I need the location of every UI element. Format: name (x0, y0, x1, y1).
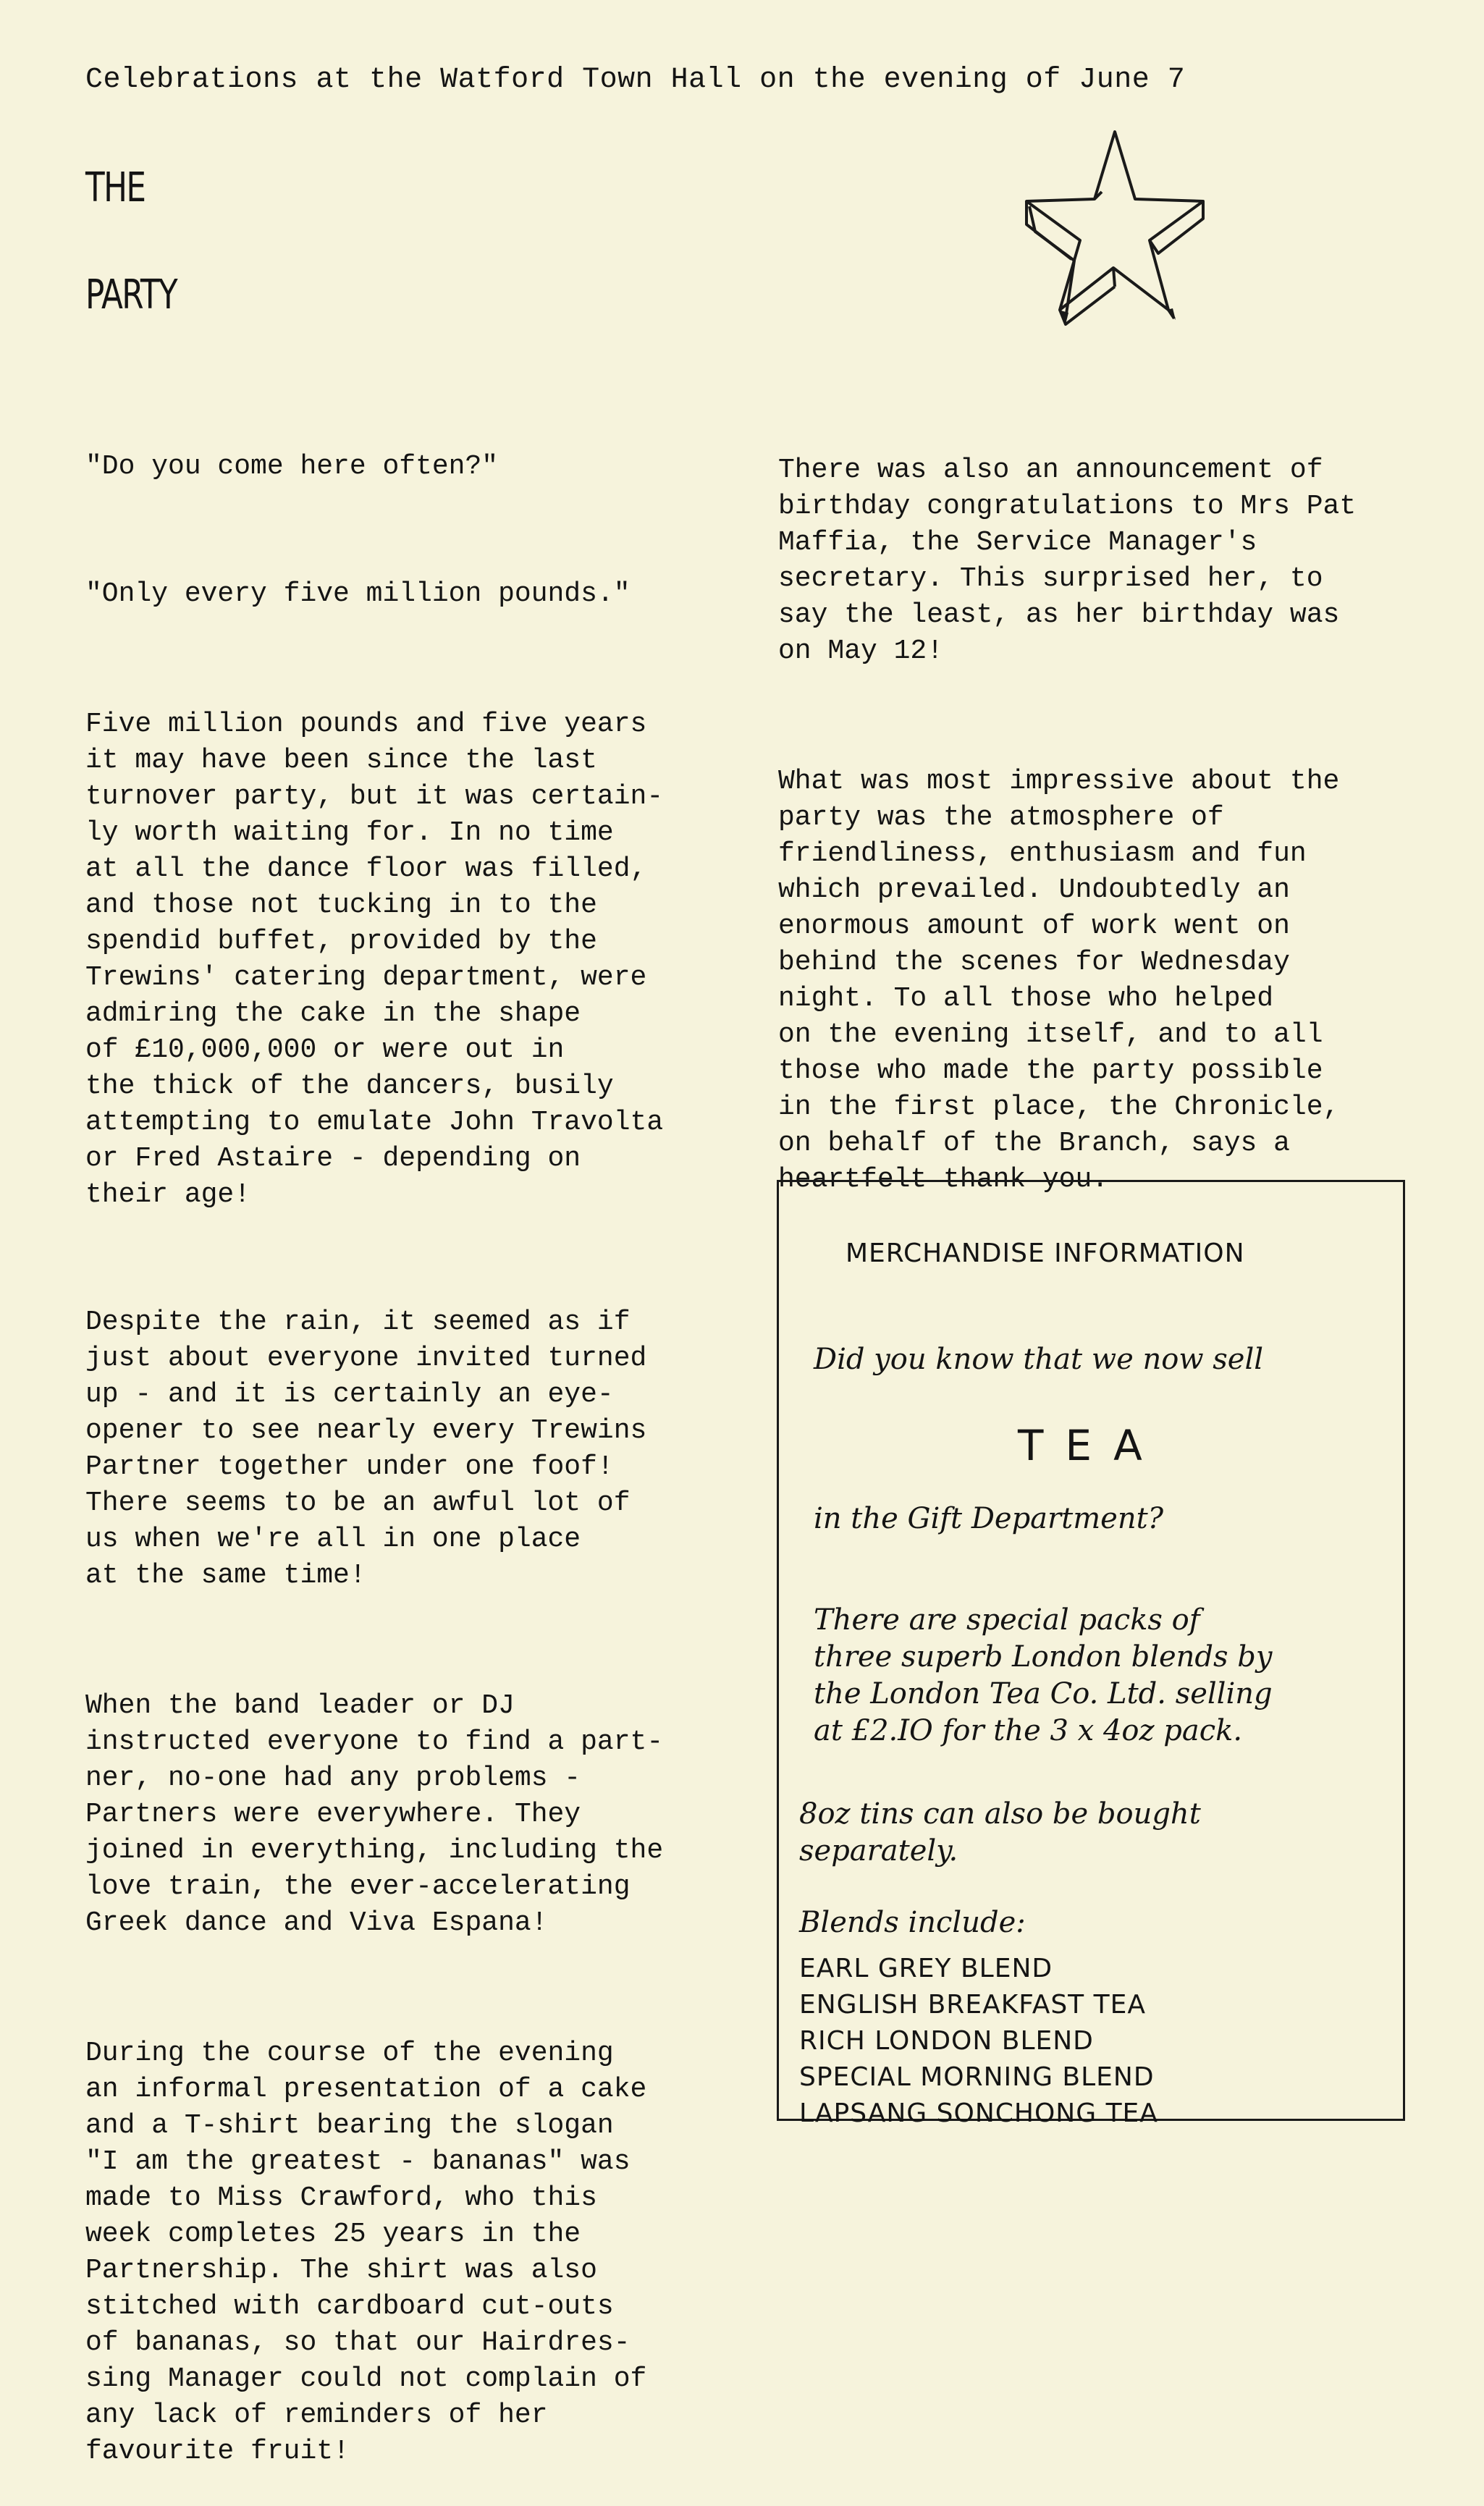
merchandise-title: MERCHANDISE INFORMATION (846, 1239, 1245, 1268)
paragraph: There was also an announcement of birthday congratulations to Mrs Pat Maffia, the Service Manager's secretary. This surprised her, to say the least, as her birthday was on May 12! (778, 455, 1357, 667)
title-line-1: THE (85, 164, 146, 211)
paragraph: What was most impressive about the party was the atmosphere of friendliness, enthusiasm and fun which prevailed. Undoubtedly an enormous amount of work went on behind the scenes for Wednesday night. To all those who helped on the evening itself, and to all those who made the party possible in the first place, the Chronicle, on behalf of the Branch, says a heartfelt thank you. (778, 766, 1340, 1195)
paragraph: Despite the rain, it seemed as if just about everyone invited turned up - and it is certainly an eye- opener to see nearly every Trewins Partner together under one foof! There seems to be an awful lot of us when we're all in one place at the same time! (85, 1307, 647, 1591)
blend-list (799, 1951, 1158, 2132)
blend-item: RICH LONDON BLEND (799, 2026, 1094, 2056)
paragraph: Five million pounds and five years it may have been since the last turnover party, but it was certain- ly worth waiting for. In no time at all the dance floor was filled, and those not tucking in to the spendid buffet, provided by the Trewins' catering department, were admiring the cake in the shape of £10,000,000 or were out in the thick of the dancers, busily attempting to emulate John Travolta or Fred Astaire - depending on their age! (85, 709, 664, 1210)
merchandise-tins: 8oz tins can also be bought separately. (799, 1797, 1201, 1868)
merchandise-product: TEA (1018, 1421, 1164, 1470)
blend-item: EARL GREY BLEND (799, 1954, 1053, 1983)
header-caption: Celebrations at the Watford Town Hall on the evening of June 7 (85, 64, 1186, 96)
blends-heading: Blends include: (799, 1906, 1026, 1939)
opening-line-1: "Do you come here often?" (85, 451, 499, 482)
merchandise-box (777, 1180, 1405, 2128)
paragraph: During the course of the evening an informal presentation of a cake and a T-shirt bearing the slogan "I am the greatest - bananas" was made to Miss Crawford, who this week completes 25 years in the Partnership. The shirt was also stitched with cardboard cut-outs of bananas, so that our Hairdres- sing Manager could not complain of any lack of reminders of her favourite fruit! (85, 2038, 647, 2467)
merchandise-question: Did you know that we now sell (814, 1343, 1264, 1376)
article-title (85, 164, 203, 318)
blend-item: ENGLISH BREAKFAST TEA (799, 1990, 1146, 2020)
blend-item: SPECIAL MORNING BLEND (799, 2062, 1155, 2092)
merchandise-department: in the Gift Department? (814, 1502, 1164, 1535)
blend-item: LAPSANG SONCHONG TEA (799, 2098, 1158, 2128)
title-line-2: PARTY (85, 271, 177, 318)
star-icon (1013, 123, 1216, 340)
right-column (778, 416, 1444, 1234)
merchandise-packs: There are special packs of three superb London blends by the London Tea Co. Ltd. selling at £2.IO for the 3 x 4oz pack. (814, 1603, 1273, 1747)
paragraph: When the band leader or DJ instructed everyone to find a part- ner, no-one had any problems - Partners were everywhere. They joined in everything, including the love train, the ever-accelerating Greek dance and Viva Espana! (85, 1690, 664, 1938)
left-column (85, 413, 759, 2506)
opening-line-2: "Only every five million pounds." (85, 578, 631, 609)
